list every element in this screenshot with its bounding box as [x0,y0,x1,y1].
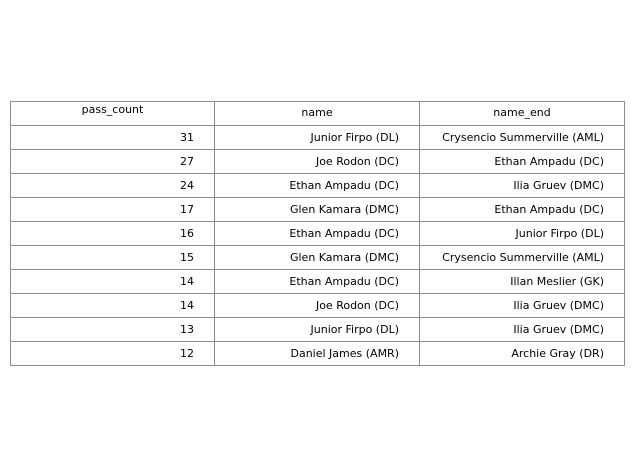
cell-pass-count: 15 [11,246,215,270]
cell-name-end: Crysencio Summerville (AML) [420,246,625,270]
cell-name: Joe Rodon (DC) [215,150,420,174]
cell-name-end: Ethan Ampadu (DC) [420,198,625,222]
cell-pass-count: 14 [11,270,215,294]
cell-pass-count: 12 [11,342,215,366]
table-row [11,294,625,318]
header-name: name [215,102,420,126]
cell-pass-count: 27 [11,150,215,174]
cell-name: Glen Kamara (DMC) [215,198,420,222]
cell-name-end: Illan Meslier (GK) [420,270,625,294]
table-row [11,198,625,222]
cell-name: Glen Kamara (DMC) [215,246,420,270]
cell-name-end: Ilia Gruev (DMC) [420,318,625,342]
table-row [11,342,625,366]
cell-name: Junior Firpo (DL) [215,126,420,150]
cell-name-end: Ilia Gruev (DMC) [420,294,625,318]
cell-pass-count: 14 [11,294,215,318]
table-row [11,126,625,150]
table-row [11,318,625,342]
cell-name: Ethan Ampadu (DC) [215,222,420,246]
cell-name-end: Archie Gray (DR) [420,342,625,366]
table-row [11,174,625,198]
cell-name: Daniel James (AMR) [215,342,420,366]
header-name-end: name_end [420,102,625,126]
cell-name: Ethan Ampadu (DC) [215,174,420,198]
header-pass-count: pass_count [11,102,215,126]
table-row [11,150,625,174]
header-row [11,102,625,126]
cell-pass-count: 31 [11,126,215,150]
cell-pass-count: 13 [11,318,215,342]
cell-pass-count: 17 [11,198,215,222]
cell-name-end: Crysencio Summerville (AML) [420,126,625,150]
cell-name: Ethan Ampadu (DC) [215,270,420,294]
cell-name: Joe Rodon (DC) [215,294,420,318]
cell-pass-count: 24 [11,174,215,198]
cell-name-end: Ilia Gruev (DMC) [420,174,625,198]
cell-name: Junior Firpo (DL) [215,318,420,342]
cell-pass-count: 16 [11,222,215,246]
cell-name-end: Junior Firpo (DL) [420,222,625,246]
table-row [11,270,625,294]
table-row [11,222,625,246]
pass-table [10,101,625,366]
table-row [11,246,625,270]
cell-name-end: Ethan Ampadu (DC) [420,150,625,174]
